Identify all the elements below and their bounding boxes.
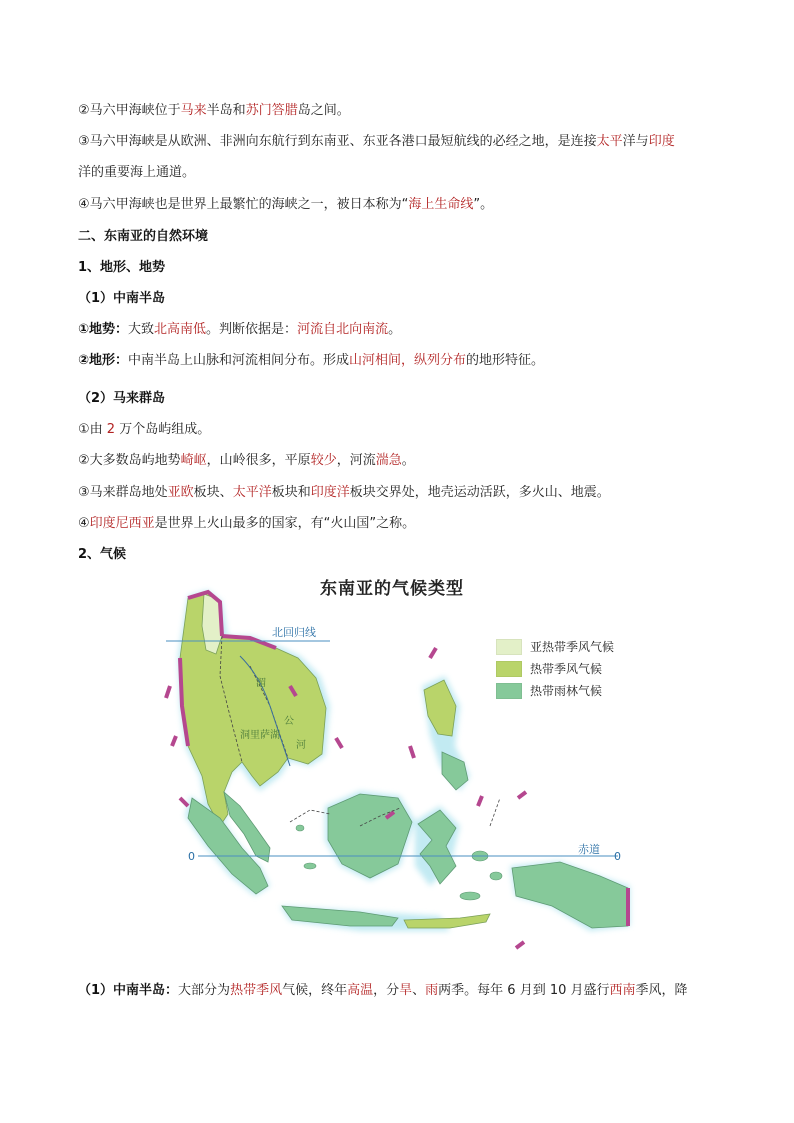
- map-title: 东南亚的气候类型: [320, 579, 464, 599]
- legend-label-subtropical: 亚热带季风气候: [530, 640, 615, 654]
- strait-point-3-cont: 洋的重要海上通道。: [78, 165, 196, 180]
- java: [282, 906, 398, 926]
- equator-label: 赤道: [578, 843, 600, 856]
- legend-swatch-rainforest: [496, 683, 522, 699]
- strait-point-2: ②马六甲海峡位于马来半岛和苏门答腊岛之间。: [78, 103, 350, 118]
- legend-label-rainforest: 热带雨林气候: [530, 684, 603, 698]
- river-label-3: 河: [296, 740, 306, 751]
- river-label-1: 湄: [256, 678, 266, 689]
- section-heading-natural-env: 二、东南亚的自然环境: [78, 229, 209, 244]
- malay-point-2: ②大多数岛屿地势崎岖，山岭很多，平原较少，河流湍急。: [78, 453, 415, 468]
- subheading-climate: 2、气候: [78, 547, 127, 562]
- climate-indochina-paragraph: （1）中南半岛：大部分为热带季风气候，终年高温，分旱、雨两季。每年 6 月到 10 月盛行西南季风，降: [78, 983, 688, 998]
- climate-map-figure: [160, 566, 640, 966]
- legend-swatch-subtropical: [496, 639, 522, 655]
- legend-swatch-monsoon: [496, 661, 522, 677]
- legend-item-rainforest: [496, 682, 602, 699]
- subheading-malay: （2）马来群岛: [78, 391, 166, 406]
- legend-item-monsoon: [496, 660, 602, 677]
- strait-point-4: ④马六甲海峡也是世界上最繁忙的海峡之一，被日本称为“海上生命线”。: [78, 197, 494, 212]
- malay-point-4: ④印度尼西亚是世界上火山最多的国家，有“火山国”之称。: [78, 516, 416, 531]
- indochina-point-2: ②地形：中南半岛上山脉和河流相间分布。形成山河相间，纵列分布的地形特征。: [78, 353, 545, 368]
- climate-map: [160, 566, 640, 966]
- subheading-indochina: （1）中南半岛: [78, 291, 166, 306]
- malay-point-3: ③马来群岛地处亚欧板块、太平洋板块和印度洋板块交界处，地壳运动活跃，多火山、地震。: [78, 485, 610, 500]
- lake-label: 洞里萨湖: [240, 730, 280, 741]
- indochina-point-1: ①地势：大致北高南低。判断依据是：河流自北向南流。: [78, 322, 402, 337]
- equator-zero-left: 0: [188, 850, 195, 863]
- subheading-terrain: 1、地形、地势: [78, 260, 166, 275]
- legend-item-subtropical: [496, 638, 614, 655]
- tropic-label: 北回归线: [272, 626, 316, 639]
- equator-zero-right: 0: [614, 850, 621, 863]
- strait-point-3: ③马六甲海峡是从欧洲、非洲向东航行到东南亚、东亚各港口最短航线的必经之地，是连接太平洋与印度: [78, 134, 675, 149]
- river-label-2: 公: [284, 716, 294, 727]
- malay-point-1: ①由 2 万个岛屿组成。: [78, 422, 211, 437]
- legend-label-monsoon: 热带季风气候: [530, 662, 603, 676]
